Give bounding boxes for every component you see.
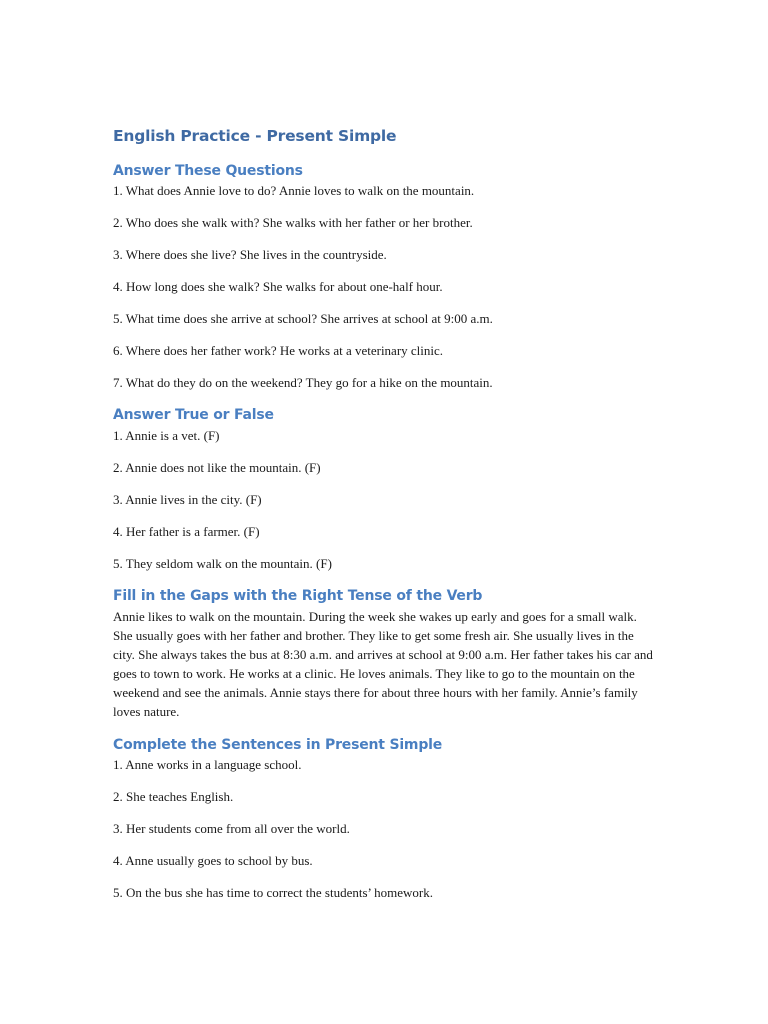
question-item: 3. Where does she live? She lives in the countryside. xyxy=(113,247,387,262)
true-false-item: 5. They seldom walk on the mountain. (F) xyxy=(113,556,332,571)
gaps-paragraph: Annie likes to walk on the mountain. During the week she wakes up early and goes for a small walk. She usually goes with her father and brother. They like to get some fresh air. She usually lives in the city. She always takes the bus at 8:30 a.m. and arrives at school at 9:00 a.m. Her father takes his car and goes to town to work. He works at a clinic. He loves animals. They like to go to the mountain on the weekend and see the animals. Annie stays there for about three hours with her family. Annie’s family loves nature. xyxy=(113,609,653,719)
question-item: 5. What time does she arrive at school? She arrives at school at 9:00 a.m. xyxy=(113,311,493,326)
section-heading-complete: Complete the Sentences in Present Simple xyxy=(113,737,443,753)
complete-item: 4. Anne usually goes to school by bus. xyxy=(113,853,313,868)
question-item: 6. Where does her father work? He works at a veterinary clinic. xyxy=(113,343,444,358)
true-false-list xyxy=(113,428,658,572)
true-false-item: 4. Her father is a farmer. (F) xyxy=(113,524,260,539)
true-false-item: 3. Annie lives in the city. (F) xyxy=(113,492,262,507)
true-false-item: 1. Annie is a vet. (F) xyxy=(113,428,220,443)
document-page xyxy=(113,124,658,901)
questions-list xyxy=(113,183,658,391)
question-item: 4. How long does she walk? She walks for about one-half hour. xyxy=(113,279,443,294)
complete-item: 1. Anne works in a language school. xyxy=(113,757,302,772)
complete-list xyxy=(113,757,658,901)
complete-item: 3. Her students come from all over the world. xyxy=(113,821,350,836)
section-heading-questions: Answer These Questions xyxy=(113,163,303,179)
section-heading-true-false: Answer True or False xyxy=(113,407,274,423)
question-item: 7. What do they do on the weekend? They go for a hike on the mountain. xyxy=(113,375,493,390)
question-item: 2. Who does she walk with? She walks with her father or her brother. xyxy=(113,215,473,230)
complete-item: 2. She teaches English. xyxy=(113,789,234,804)
question-item: 1. What does Annie love to do? Annie loves to walk on the mountain. xyxy=(113,183,475,198)
section-heading-gaps: Fill in the Gaps with the Right Tense of the Verb xyxy=(113,588,483,604)
complete-item: 5. On the bus she has time to correct the students’ homework. xyxy=(113,885,433,900)
true-false-item: 2. Annie does not like the mountain. (F) xyxy=(113,460,321,475)
document-title: English Practice - Present Simple xyxy=(113,127,397,145)
